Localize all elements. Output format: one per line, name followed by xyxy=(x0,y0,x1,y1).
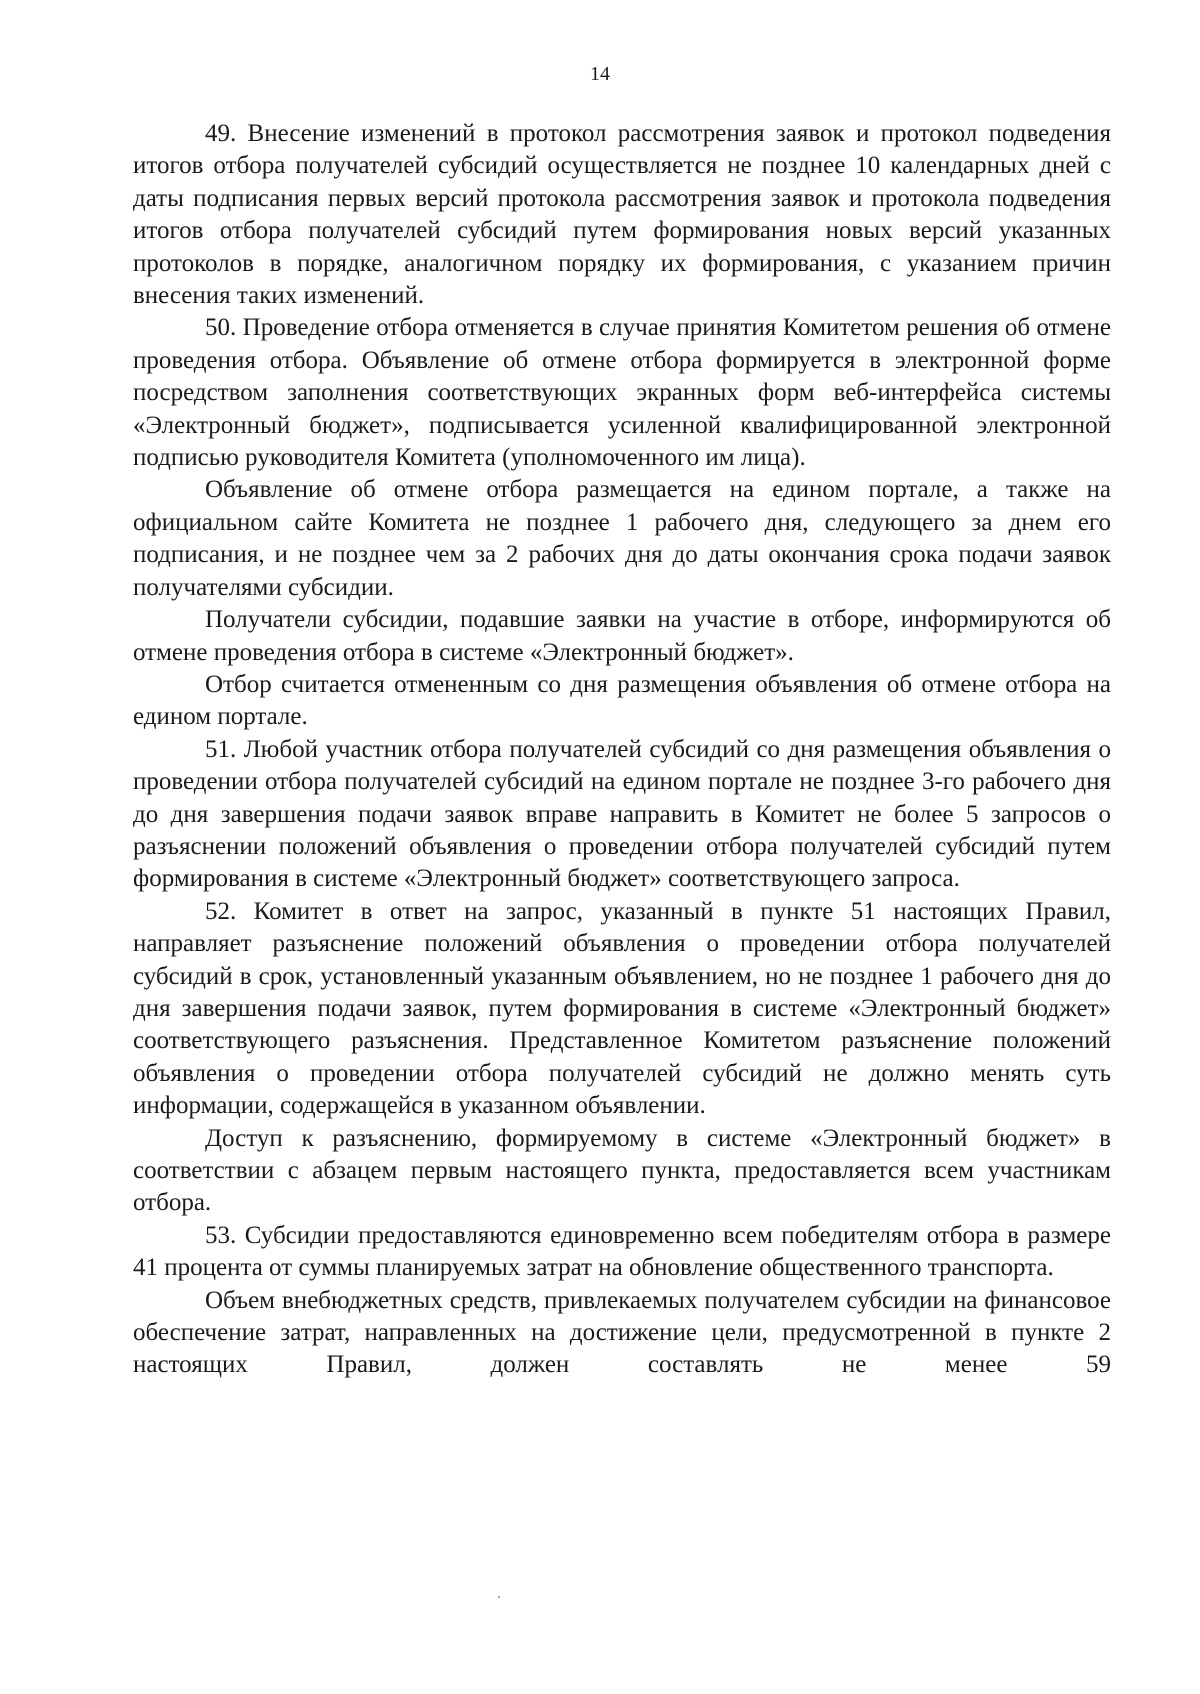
paragraph-49: 49. Внесение изменений в протокол рассмотрения заявок и протокол подведения итогов отбора получателей субсидий осуществляется не позднее 10 календарных дней с даты подписания первых версий протокола рассмотрения заявок и протокола подведения итогов отбора получателей субсидий путем формирования новых версий указанных протоколов в порядке, аналогичном порядку их формирования, с указанием причин внесения таких изменений. xyxy=(133,120,1111,310)
paragraph-50-cancel-effective: Отбор считается отмененным со дня размещения объявления об отмене отбора на едином портале. xyxy=(133,670,1111,731)
paragraph-50: 50. Проведение отбора отменяется в случае принятия Комитетом решения об отмене проведения отбора. Объявление об отмене отбора формируется в электронной форме посредством заполнения соответствующих экранных форм веб-интерфейса системы «Электронный бюджет», подписывается усиленной квалифицированной электронной подписью руководителя Комитета (уполномоченного им лица). xyxy=(133,314,1111,472)
paragraph-52-access: Доступ к разъяснению, формируемому в системе «Электронный бюджет» в соответствии с абзацем первым настоящего пункта, предоставляется всем участникам отбора. xyxy=(133,1124,1111,1217)
paragraph-50-cancel-posting: Объявление об отмене отбора размещается на едином портале, а также на официальном сайте Комитета не позднее 1 рабочего дня, следующего за днем его подписания, и не позднее чем за 2 рабочих дня до даты окончания срока подачи заявок получателями субсидии. xyxy=(133,476,1111,601)
document-body xyxy=(133,118,1111,1382)
page-number: 14 xyxy=(590,63,610,85)
paragraph-51: 51. Любой участник отбора получателей субсидий со дня размещения объявления о проведении отбора получателей субсидий на едином портале не позднее 3-го рабочего дня до дня завершения подачи заявок вправе направить в Комитет не более 5 запросов о разъяснении положений объявления о проведении отбора получателей субсидий путем формирования в системе «Электронный бюджет» соответствующего запроса. xyxy=(133,735,1111,893)
paragraph-52: 52. Комитет в ответ на запрос, указанный в пункте 51 настоящих Правил, направляет разъяснение положений объявления о проведении отбора получателей субсидий в срок, установленный указанным объявлением, но не позднее 1 рабочего дня до дня завершения подачи заявок, путем формирования в системе «Электронный бюджет» соответствующего разъяснения. Представленное Комитетом разъяснение положений объявления о проведении отбора получателей субсидий не должно менять суть информации, содержащейся в указанном объявлении. xyxy=(133,897,1111,1120)
scan-speck xyxy=(498,1596,500,1598)
paragraph-50-recipients-informed: Получатели субсидии, подавшие заявки на участие в отборе, информируются об отмене проведения отбора в системе «Электронный бюджет». xyxy=(133,606,1111,666)
paragraph-53: 53. Субсидии предоставляются единовременно всем победителям отбора в размере 41 процента от суммы планируемых затрат на обновление общественного транспорта. xyxy=(133,1221,1111,1282)
paragraph-53-extrabudgetary: Объем внебюджетных средств, привлекаемых получателем субсидии на финансовое обеспечение затрат, направленных на достижение цели, предусмотренной в пункте 2 настоящих Правил, должен составлять не менее 59 xyxy=(133,1286,1111,1379)
